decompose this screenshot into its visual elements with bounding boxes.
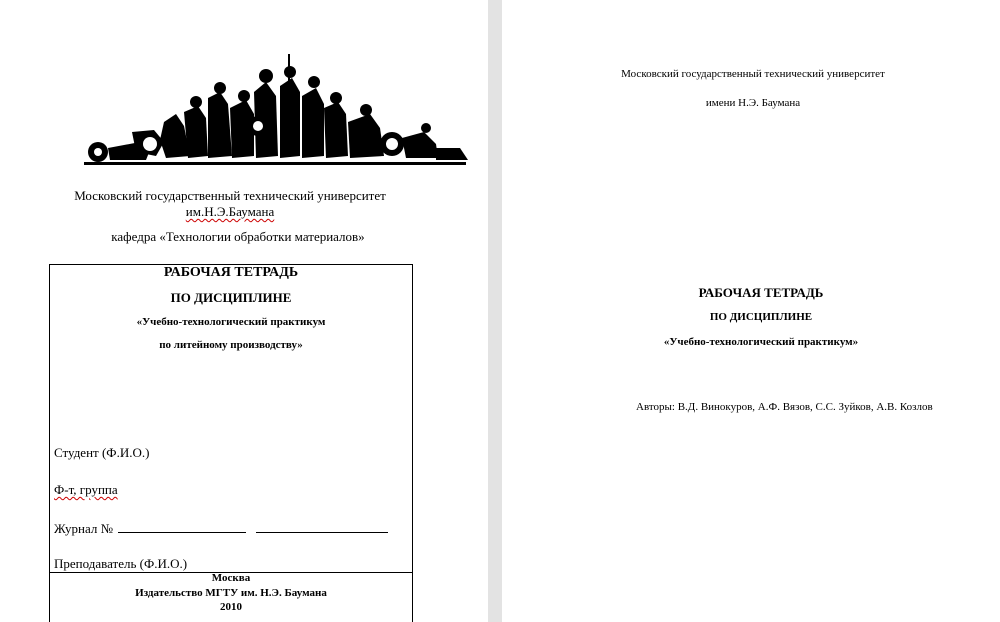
discipline-subtitle: ПО ДИСЦИПЛИНЕ xyxy=(709,311,813,323)
faculty-group-label: Ф-т, группа xyxy=(54,482,118,497)
journal-number-blank xyxy=(118,520,246,533)
course-title-line-2: по литейному производству» xyxy=(159,339,303,351)
course-title-line-1: «Учебно-технологический практикум xyxy=(136,316,326,328)
department-name: кафедра «Технологии обработки материалов» xyxy=(111,229,365,244)
bauman-monument-logo-icon xyxy=(80,52,470,167)
student-label: Студент (Ф.И.О.) xyxy=(54,445,150,460)
authors-line: Авторы: В.Д. Винокуров, А.Ф. Вязов, С.С. Зуйков, А.В. Козлов xyxy=(636,401,933,413)
university-named-after: имени Н.Э. Баумана xyxy=(705,97,801,109)
university-name: Московский государственный технический университет xyxy=(74,188,386,203)
document-page-2 xyxy=(502,0,1000,622)
workbook-title: РАБОЧАЯ ТЕТРАДЬ xyxy=(163,265,299,280)
page-gap xyxy=(488,0,502,622)
university-name: Московский государственный технический университет xyxy=(621,68,885,80)
journal-label: Журнал № xyxy=(54,521,113,536)
workbook-title: РАБОЧАЯ ТЕТРАДЬ xyxy=(698,285,824,300)
publication-city: Москва xyxy=(211,572,251,584)
journal-row xyxy=(54,520,388,537)
discipline-subtitle: ПО ДИСЦИПЛИНЕ xyxy=(170,290,292,305)
publication-year: 2010 xyxy=(220,601,242,613)
journal-extra-blank xyxy=(256,520,388,533)
course-title: «Учебно-технологический практикум» xyxy=(663,336,859,348)
document-page-1 xyxy=(0,0,488,622)
publisher-name: Издательство МГТУ им. Н.Э. Баумана xyxy=(135,587,327,599)
teacher-label: Преподаватель (Ф.И.О.) xyxy=(54,556,188,571)
university-named-after: им.Н.Э.Баумана xyxy=(185,204,275,219)
